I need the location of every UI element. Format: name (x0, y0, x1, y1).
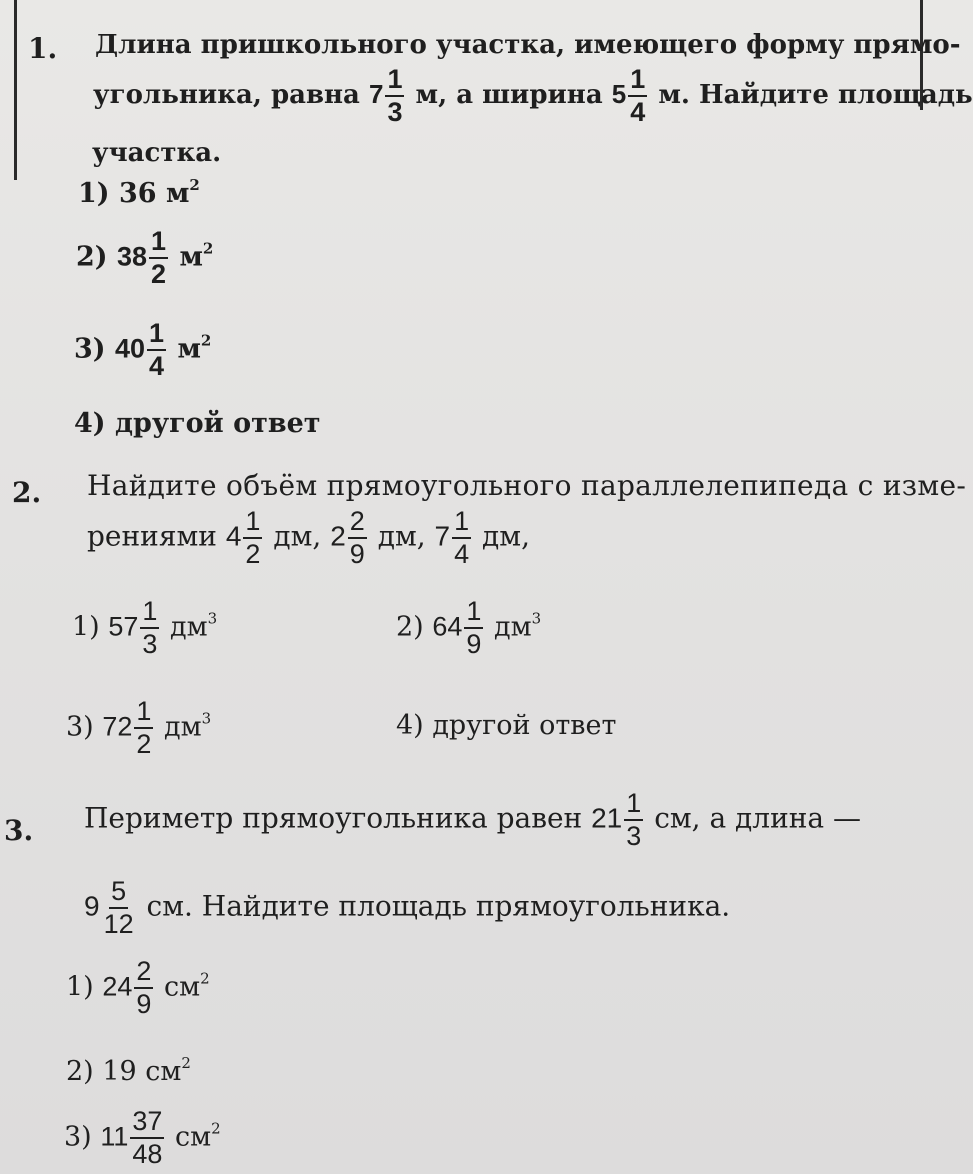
problem-2-text-a: рениями (87, 519, 217, 553)
problem-1-text-line-2 (93, 66, 973, 126)
option-label: 2) (76, 241, 108, 273)
problem-1-option-2 (76, 228, 213, 288)
length-numerator: 5 (109, 878, 128, 909)
option-unit: дм (493, 611, 532, 643)
option-unit: см (163, 971, 201, 1003)
problem-1-text-b: м, а ширина (415, 80, 603, 110)
option-unit: дм (163, 711, 202, 743)
option-value: другой ответ (114, 408, 321, 439)
dim-c-denominator: 4 (454, 539, 470, 569)
problem-3-option-1 (66, 958, 210, 1018)
option-whole: 24 (102, 971, 133, 1002)
length-numerator: 1 (385, 66, 404, 97)
option-label: 4) (74, 408, 106, 439)
option-denominator: 3 (142, 629, 158, 659)
problem-3-number: 3. (4, 814, 34, 847)
option-fraction (130, 1108, 164, 1168)
dim-a-unit: дм, (273, 519, 322, 553)
problem-3-option-2 (66, 1056, 191, 1085)
problem-1-text-line-3: участка. (92, 138, 222, 168)
dim-a-denominator: 2 (245, 539, 261, 569)
problem-3-text-a: Периметр прямоугольника равен (84, 801, 583, 835)
option-exponent: 2 (200, 969, 210, 988)
option-fraction (134, 698, 153, 758)
option-numerator: 1 (147, 320, 166, 351)
dim-b-unit: дм, (377, 519, 426, 553)
dim-b-denominator: 9 (349, 539, 365, 569)
option-numerator: 2 (134, 958, 153, 989)
option-denominator: 2 (151, 259, 167, 289)
perimeter-denominator: 3 (626, 821, 642, 851)
problem-2-option-1 (72, 598, 217, 658)
option-numerator: 1 (149, 228, 168, 259)
option-whole: 40 (114, 333, 146, 364)
perimeter-whole: 21 (591, 802, 623, 834)
option-label: 2) (396, 611, 424, 643)
width-whole: 5 (611, 79, 627, 109)
option-value: 36 м (118, 178, 190, 209)
option-exponent: 2 (211, 1119, 221, 1138)
problem-2-option-4 (396, 712, 616, 739)
problem-2-number: 2. (12, 476, 42, 509)
option-denominator: 4 (149, 351, 165, 381)
option-exponent: 2 (181, 1054, 191, 1072)
option-label: 1) (78, 178, 110, 209)
option-unit: дм (169, 611, 208, 643)
problem-1-text-a: угольника, равна (93, 80, 360, 110)
length-fraction (385, 66, 404, 126)
option-fraction (134, 958, 153, 1018)
problem-3-option-3 (64, 1108, 221, 1168)
dim-a-fraction (243, 508, 262, 568)
dim-b-numerator: 2 (348, 508, 367, 539)
option-fraction (147, 320, 166, 380)
option-numerator: 1 (134, 698, 153, 729)
option-label: 1) (72, 611, 100, 643)
problem-2-text-line-2 (87, 508, 530, 568)
problem-3-text-b: см, а длина — (654, 801, 862, 835)
dim-b-fraction (348, 508, 367, 568)
dim-a-whole: 4 (225, 520, 242, 552)
option-exponent: 2 (200, 331, 212, 350)
option-numerator: 37 (130, 1108, 164, 1139)
option-denominator: 2 (136, 729, 152, 759)
option-fraction (149, 228, 168, 288)
option-denominator: 9 (136, 989, 152, 1019)
length-whole: 7 (368, 79, 384, 109)
width-numerator: 1 (628, 66, 647, 97)
dim-c-fraction (452, 508, 471, 568)
perimeter-fraction (624, 790, 643, 850)
option-exponent: 3 (207, 609, 218, 628)
length-denominator: 12 (103, 909, 134, 939)
problem-2-text-line-1: Найдите объём прямоугольного параллелепипеда с изме- (87, 469, 967, 502)
option-fraction (140, 598, 159, 658)
problem-1-text-line-1: Длина пришкольного участка, имеющего форму прямо- (95, 30, 961, 60)
option-whole: 57 (108, 611, 139, 642)
width-fraction (628, 66, 647, 126)
length-whole: 9 (84, 890, 100, 922)
problem-1-text-c: м. Найдите площадь (658, 80, 973, 110)
problem-3-text-b2: см. Найдите площадь прямоугольника. (146, 889, 731, 923)
dim-c-unit: дм, (482, 519, 530, 553)
option-label: 3) (66, 711, 94, 743)
option-value: 19 см (102, 1056, 182, 1087)
option-fraction (464, 598, 483, 658)
problem-1-option-4 (74, 410, 321, 437)
option-whole: 11 (100, 1121, 129, 1152)
problem-1-option-3 (74, 320, 211, 380)
length-fraction (102, 878, 136, 938)
option-whole: 72 (102, 711, 133, 742)
dim-c-whole: 7 (434, 520, 451, 552)
problem-2-option-2 (396, 598, 541, 658)
option-unit: см (174, 1121, 212, 1153)
option-exponent: 2 (202, 239, 214, 258)
option-label: 3) (64, 1121, 92, 1153)
problem-3-text-line-2 (84, 878, 730, 938)
option-whole: 64 (432, 611, 463, 642)
option-unit: м (177, 333, 201, 365)
option-numerator: 1 (140, 598, 159, 629)
option-whole: 38 (116, 241, 148, 272)
option-value: другой ответ (432, 710, 617, 741)
left-border-line (14, 0, 17, 180)
problem-2-option-3 (66, 698, 211, 758)
width-denominator: 4 (630, 97, 646, 127)
option-denominator: 9 (466, 629, 482, 659)
problem-1-number: 1. (28, 32, 58, 65)
option-unit: м (179, 241, 203, 273)
length-denominator: 3 (387, 97, 403, 127)
dim-c-numerator: 1 (452, 508, 471, 539)
option-label: 1) (66, 971, 94, 1003)
option-exponent: 3 (201, 709, 212, 728)
dim-a-numerator: 1 (243, 508, 262, 539)
option-label: 3) (74, 333, 106, 365)
option-label: 2) (66, 1056, 94, 1087)
dim-b-whole: 2 (330, 520, 346, 552)
problem-3-text-line-1 (84, 790, 861, 850)
option-denominator: 48 (132, 1139, 163, 1169)
option-exponent: 3 (531, 609, 542, 628)
option-exponent: 2 (189, 176, 200, 194)
option-numerator: 1 (464, 598, 483, 629)
option-label: 4) (396, 710, 424, 741)
perimeter-numerator: 1 (624, 790, 643, 821)
problem-1-option-1 (78, 178, 200, 207)
